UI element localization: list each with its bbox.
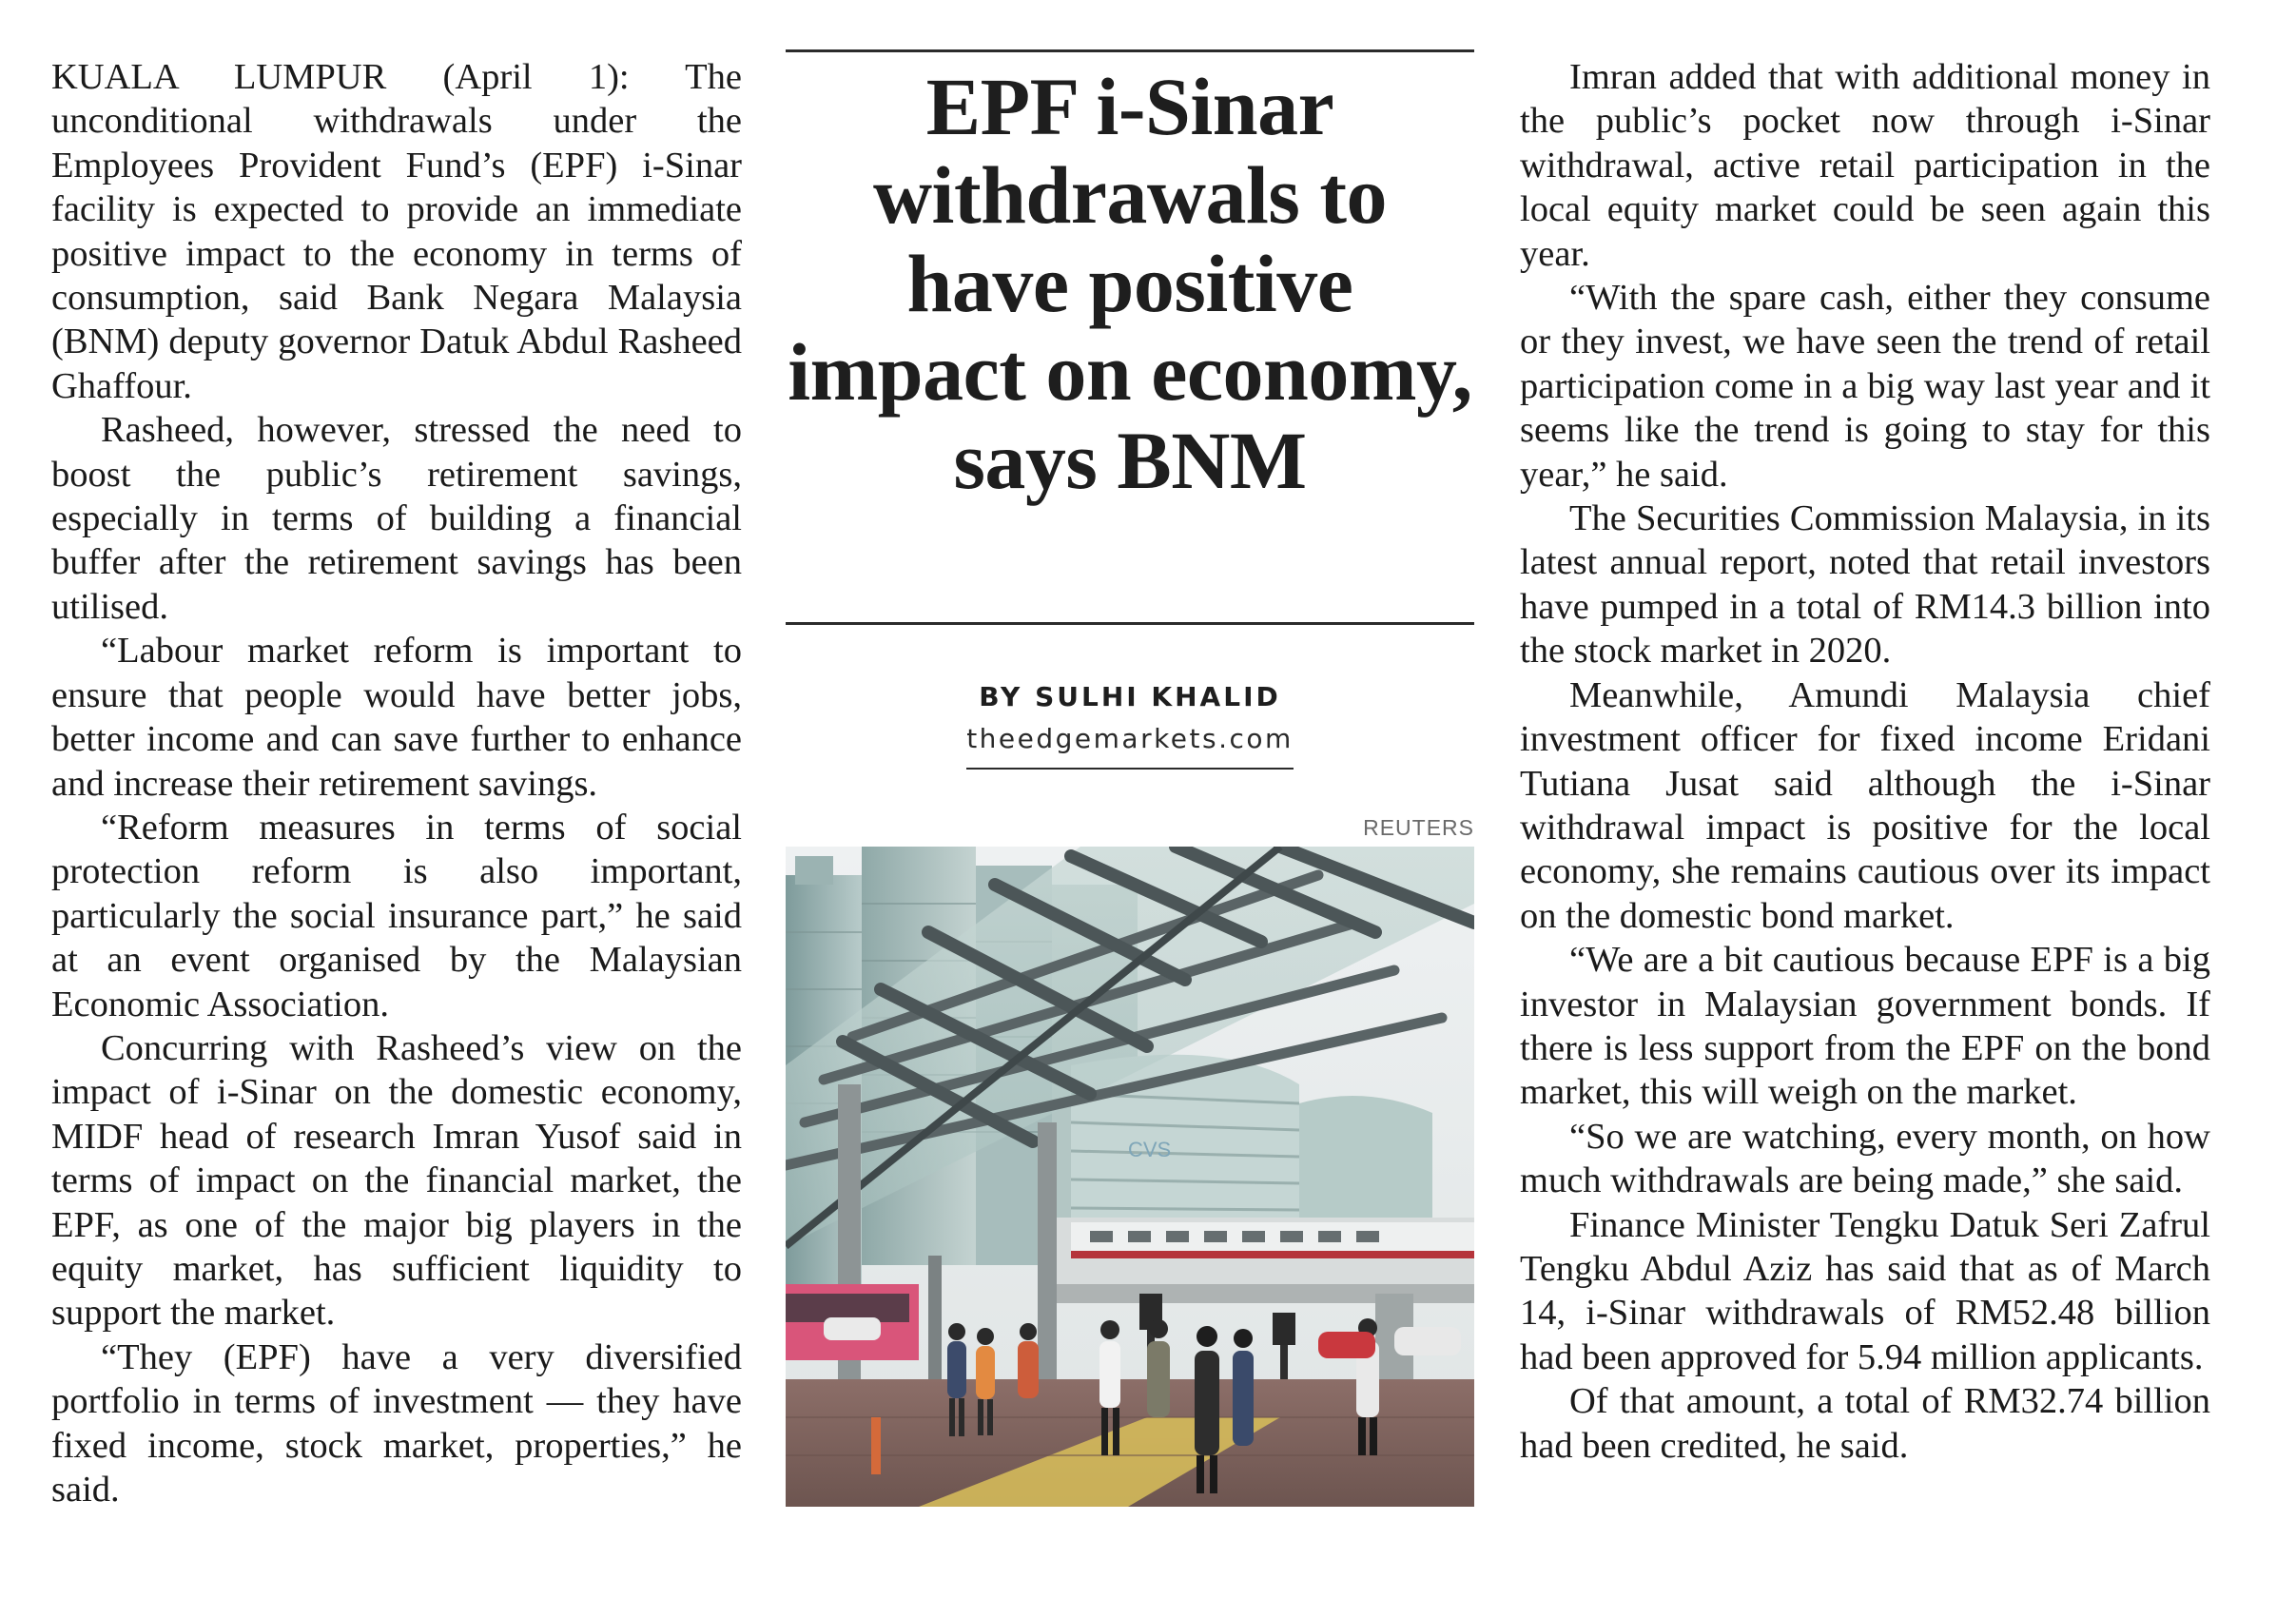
right-column [1520, 55, 2210, 1468]
article-paragraph: Rasheed, however, stressed the need to boost the public’s retirement savings, especially in terms of building a financial buffer after the retirement savings has been utilised. [51, 410, 742, 627]
article-paragraph: “They (EPF) have a very diversified portfolio in terms of investment — they have fixed income, stock market, properties,” he said. [51, 1336, 742, 1510]
sign-text: CVS [1128, 1138, 1172, 1161]
article-paragraph: Concurring with Rasheed’s view on the impact of i-Sinar on the domestic economy, MIDF head of research Imran Yusof said in terms of impact on the financial market, the EPF, as one of the major big players in the equity market, has sufficient liquidity to support the market. [51, 1027, 742, 1334]
left-column [51, 55, 742, 1511]
byline: BY SULHI KHALID [979, 681, 1281, 712]
article-paragraph: “With the spare cash, either they consume or they invest, we have seen the trend of retail participation come in a big way last year and it seems like the trend is going to stay for this year,” he said. [1520, 278, 2210, 495]
article-paragraph: “Reform measures in terms of social protection reform is also important, particularly the social insurance part,” he said at an event organised by the Malaysian Economic Association. [51, 807, 742, 1024]
top-rule [786, 49, 1474, 52]
source-underline [966, 768, 1294, 770]
article-paragraph: The Securities Commission Malaysia, in its latest annual report, noted that retail investors have pumped in a total of RM14.3 billion into the stock market in 2020. [1520, 498, 2210, 672]
article-paragraph: “Labour market reform is important to ensure that people would have better jobs, better income and can save further to enhance and increase their retirement savings. [51, 631, 742, 804]
article-photo [786, 847, 1474, 1507]
article-paragraph: “So we are watching, every month, on how much withdrawals are being made,” she said. [1520, 1116, 2210, 1201]
source-link[interactable]: theedgemarkets.com [966, 723, 1294, 754]
street-scene-illustration [786, 847, 1474, 1507]
headline-rule [786, 622, 1474, 625]
headline: EPF i-Sinar withdrawals to have positive impact on economy, says BNM [788, 61, 1472, 506]
article-paragraph: Of that amount, a total of RM32.74 billion had been credited, he said. [1520, 1381, 2210, 1466]
center-column [786, 0, 1474, 1618]
article-paragraph: Meanwhile, Amundi Malaysia chief investment officer for fixed income Eridani Tutiana Jusat said although the i-Sinar withdrawal impact is positive for the local economy, she remains cautious over its impact on the domestic bond market. [1520, 674, 2210, 936]
article-paragraph: Imran added that with additional money in the public’s pocket now through i-Sinar withdrawal, active retail participation in the local equity market could be seen again this year. [1520, 57, 2210, 274]
article-paragraph: KUALA LUMPUR (April 1): The unconditional withdrawals under the Employees Provident Fund’s (EPF) i-Sinar facility is expected to provide an immediate positive impact to the economy in terms of consumption, said Bank Negara Malaysia (BNM) deputy governor Datuk Abdul Rasheed Ghaffour. [51, 57, 742, 406]
photo-credit: REUTERS [1363, 815, 1474, 840]
article-paragraph: Finance Minister Tengku Datuk Seri Zafrul Tengku Abdul Aziz has said that as of March 14, i-Sinar withdrawals of RM52.48 billion had been approved for 5.94 million applicants. [1520, 1204, 2210, 1377]
article-paragraph: “We are a bit cautious because EPF is a big investor in Malaysian government bonds. If there is less support from the EPF on the bond market, this will weigh on the market. [1520, 940, 2210, 1113]
